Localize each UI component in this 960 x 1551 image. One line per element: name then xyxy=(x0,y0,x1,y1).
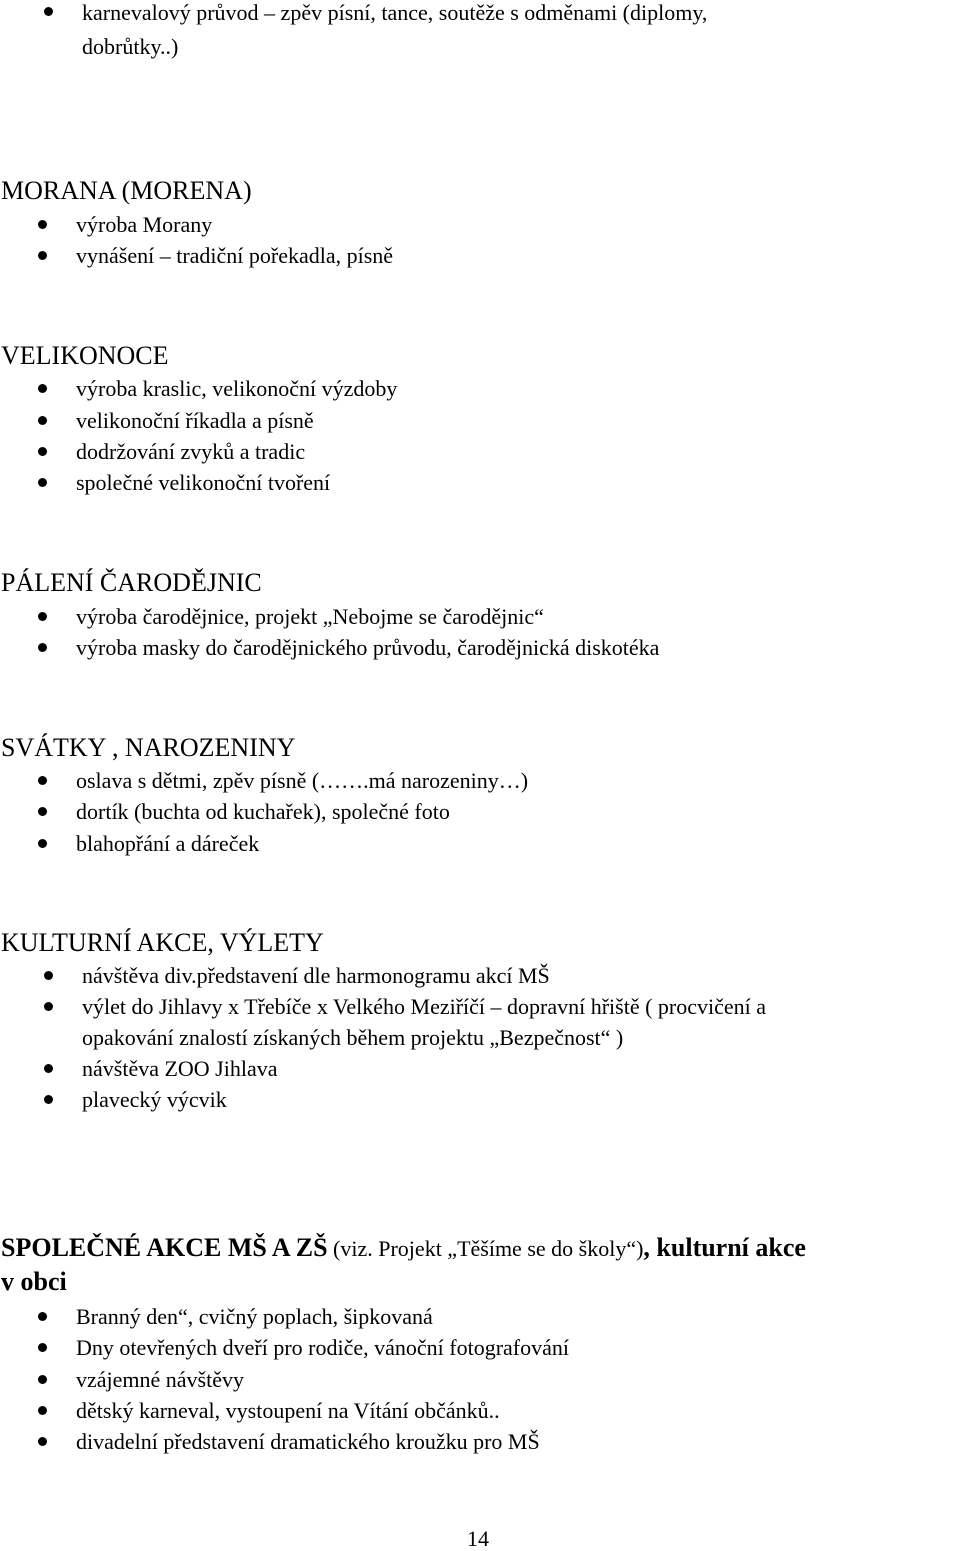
bullet xyxy=(44,1064,53,1073)
list-item: výroba kraslic, velikonoční výzdoby xyxy=(76,376,398,401)
section-heading-svatky: SVÁTKY , NAROZENINY xyxy=(1,733,296,762)
list-item: návštěva div.představení dle harmonogramu akcí MŠ xyxy=(82,963,550,988)
list-item: oslava s dětmi, zpěv písně (…….má narozeniny…) xyxy=(76,768,529,793)
bullet xyxy=(44,1002,53,1011)
list-item: vzájemné návštěvy xyxy=(76,1367,244,1392)
bullet xyxy=(38,612,47,621)
bullet xyxy=(44,7,53,16)
bullet xyxy=(38,416,47,425)
bullet xyxy=(38,776,47,785)
list-item: vynášení – tradiční pořekadla, písně xyxy=(76,243,394,268)
list-item: Dny otevřených dveří pro rodiče, vánoční fotografování xyxy=(76,1335,569,1360)
bullet xyxy=(38,643,47,652)
list-item: výroba čarodějnice, projekt „Nebojme se čarodějnic“ xyxy=(76,604,544,629)
page-number: 14 xyxy=(467,1526,489,1551)
heading-note: (viz. Projekt „Těšíme se do školy“) xyxy=(327,1236,644,1261)
heading-bold-part: , kulturní akce xyxy=(643,1233,806,1262)
bullet xyxy=(44,1095,53,1104)
bullet xyxy=(38,220,47,229)
heading-bold-part: SPOLEČNÉ AKCE MŠ A ZŠ xyxy=(1,1233,328,1262)
list-item: dortík (buchta od kuchařek), společné foto xyxy=(76,799,450,824)
bullet xyxy=(38,839,47,848)
bullet xyxy=(38,1406,47,1415)
bullet xyxy=(38,1312,47,1321)
list-item: dětský karneval, vystoupení na Vítání občánků.. xyxy=(76,1398,500,1423)
section-heading-paleni-carodejnic: PÁLENÍ ČARODĚJNIC xyxy=(1,568,262,597)
section-heading-morana: MORANA (MORENA) xyxy=(1,176,252,205)
list-item-continuation: opakování znalostí získaných během projektu „Bezpečnost“ ) xyxy=(82,1025,624,1050)
bullet xyxy=(38,807,47,816)
bullet xyxy=(38,251,47,260)
list-item-continuation: dobrůtky..) xyxy=(82,34,179,59)
list-item: výroba Morany xyxy=(76,212,213,237)
bullet xyxy=(38,384,47,393)
section-heading-spolecne-akce xyxy=(1,1235,806,1261)
list-item: blahopřání a dáreček xyxy=(76,831,260,856)
bullet xyxy=(38,1375,47,1384)
bullet xyxy=(38,1343,47,1352)
list-item: výlet do Jihlavy x Třebíče x Velkého Meziříčí – dopravní hřiště ( procvičení a xyxy=(82,994,767,1019)
list-item: výroba masky do čarodějnického průvodu, čarodějnická diskotéka xyxy=(76,635,660,660)
section-heading-continuation: v obci xyxy=(1,1267,67,1296)
list-item: návštěva ZOO Jihlava xyxy=(82,1056,278,1081)
bullet xyxy=(38,1437,47,1446)
bullet xyxy=(38,478,47,487)
list-item: karnevalový průvod – zpěv písní, tance, soutěže s odměnami (diplomy, xyxy=(82,0,708,25)
section-heading-velikonoce: VELIKONOCE xyxy=(1,341,169,370)
bullet xyxy=(38,447,47,456)
list-item: dodržování zvyků a tradic xyxy=(76,439,306,464)
section-heading-kulturni-akce: KULTURNÍ AKCE, VÝLETY xyxy=(1,928,324,957)
bullet xyxy=(44,971,53,980)
list-item: divadelní představení dramatického kroužku pro MŠ xyxy=(76,1429,540,1454)
list-item: velikonoční říkadla a písně xyxy=(76,408,314,433)
list-item: plavecký výcvik xyxy=(82,1087,227,1112)
list-item: společné velikonoční tvoření xyxy=(76,470,331,495)
list-item: Branný den“, cvičný poplach, šipkovaná xyxy=(76,1304,433,1329)
